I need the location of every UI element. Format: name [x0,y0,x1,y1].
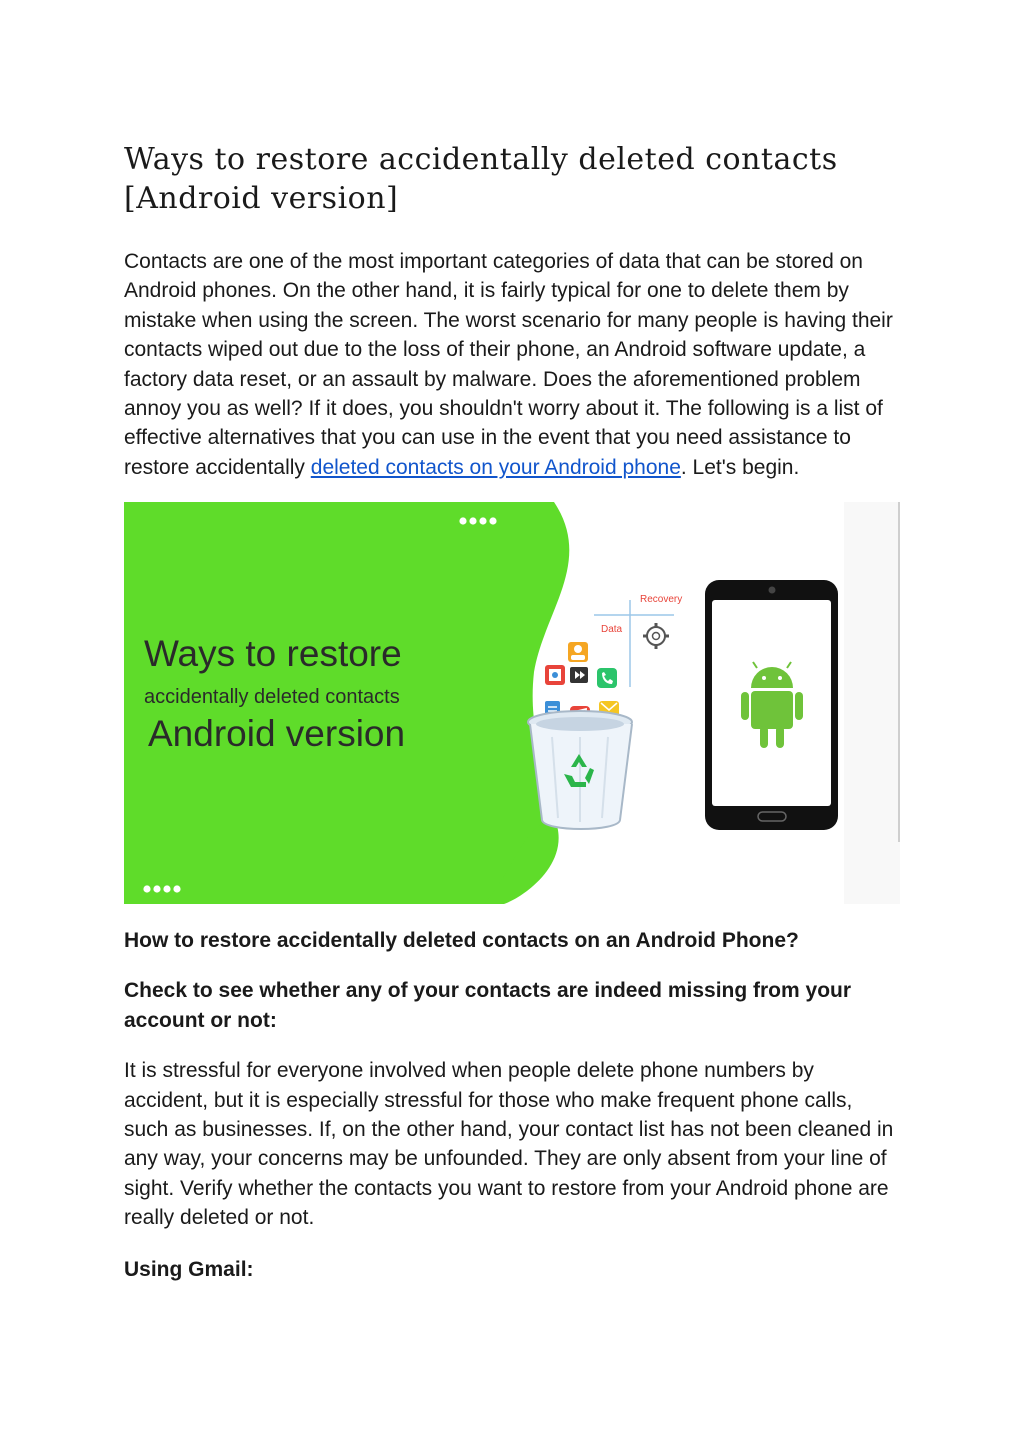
banner-line-1: Ways to restore [144,633,402,675]
intro-text: Contacts are one of the most important categories of data that can be stored on Android phones. On the other hand, it is fairly typical for one to delete them by mistake when using the screen. The worst scenario for many people is having their contacts wiped out due to the loss of their phone, an Android software update, a factory data reset, or an assault by malware. Does the aforementioned problem annoy you as well? If it does, you shouldn't worry about it. The following is a list of effective alternatives that you can use in the event that you need assistance to restore accidentally [124,250,893,479]
article-banner-image [124,502,900,904]
section-heading-check-missing: Check to see whether any of your contacts are indeed missing from your account or not: [124,979,852,1033]
phone-icon [597,668,617,688]
intro-paragraph [124,247,900,482]
video-icon [570,667,588,683]
section-heading-gmail: Using Gmail: [124,1257,254,1281]
intro-end-text: . Let's begin. [680,455,800,479]
recycle-bin-icon [528,711,632,829]
recovery-label: Recovery [640,594,683,606]
banner-line-2: accidentally deleted contacts [144,686,400,709]
data-label: Data [601,624,623,636]
deleted-contacts-link[interactable]: deleted contacts on your Android phone [310,455,681,479]
section-heading-restore: How to restore accidentally deleted contacts on an Android Phone? [124,929,799,953]
contact-icon [568,642,588,662]
gallery-icon [545,665,565,685]
article [124,140,900,1285]
check-missing-paragraph: It is stressful for everyone involved when people delete phone numbers by accident, but it is especially stressful for those who make frequent phone calls, such as businesses. If, on the other hand, your contact list has not been cleaned in any way, your concerns may be unfounded. They are only absent from your line of sight. Verify whether the contacts you want to restore from your Android phone are really deleted or not. [124,1059,894,1230]
banner-line-3: Android version [148,713,406,755]
article-title: Ways to restore accidentally deleted contacts [Android version] [124,142,838,216]
